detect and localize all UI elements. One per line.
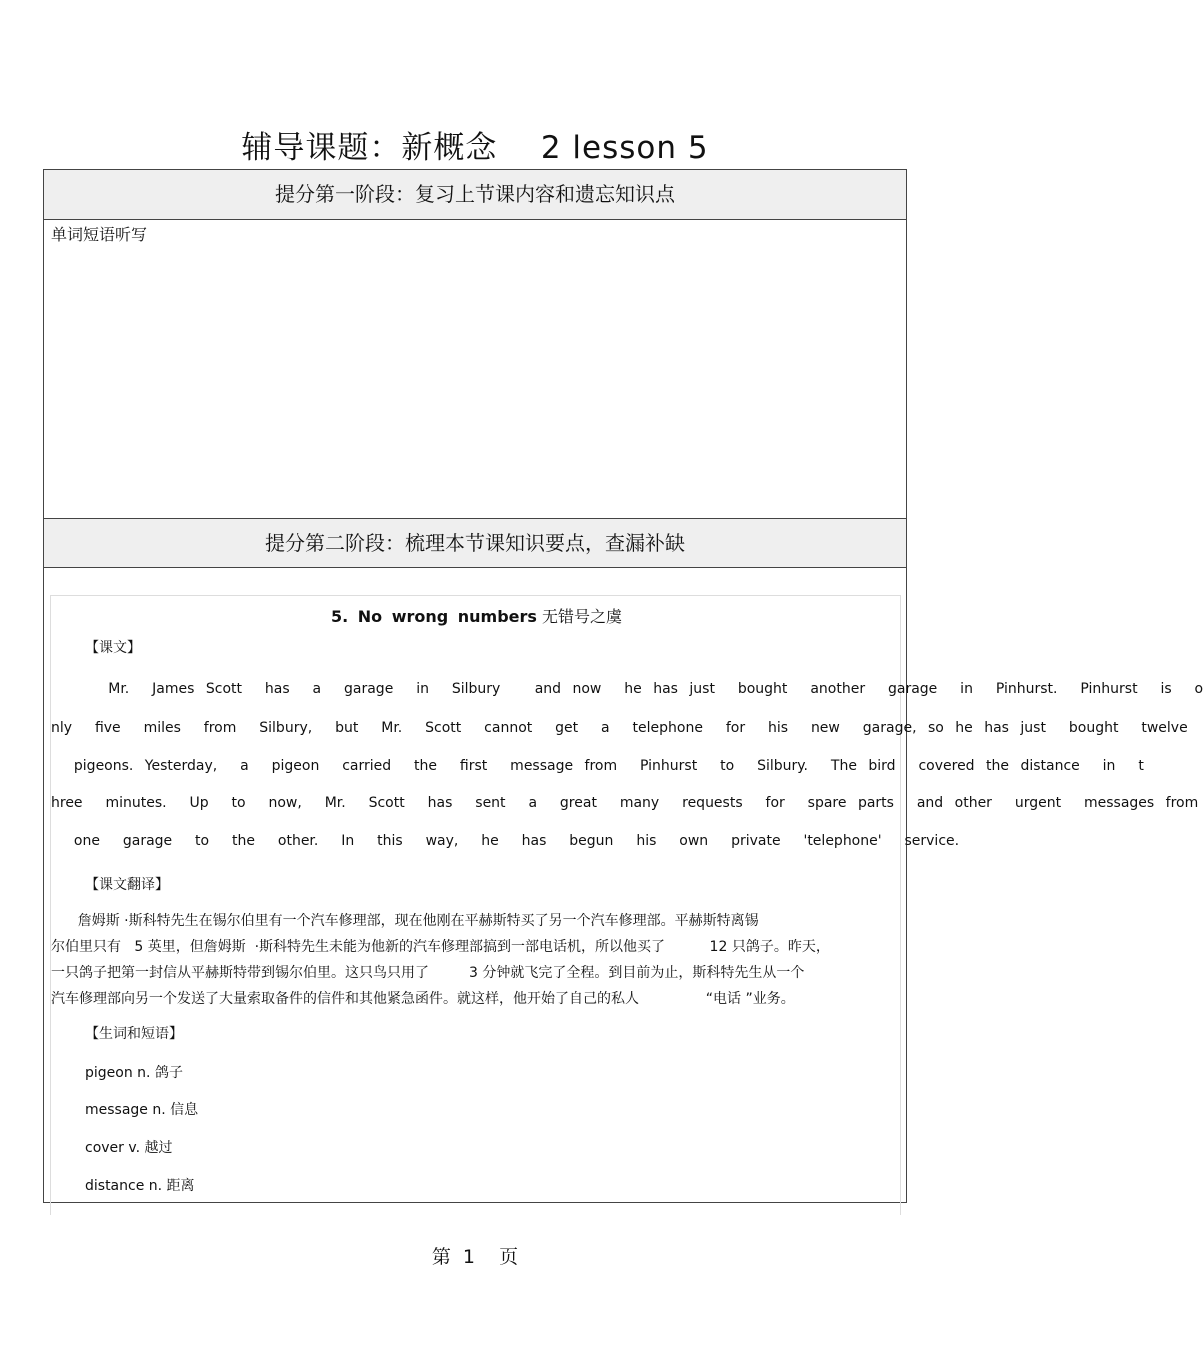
- translation-line: 尔伯里只有 5 英里，但詹姆斯 ·斯科特先生未能为他新的汽车修理部搞到一部电话机，所以他买了 12 只鸽子。昨天，: [51, 939, 830, 955]
- vocab-item: message n. 信息: [85, 1102, 199, 1118]
- vocab-item: distance n. 距离: [85, 1178, 195, 1194]
- stage1-header: 提分第一阶段：复习上节课内容和遗忘知识点: [44, 170, 906, 220]
- vocab-item: pigeon n. 鸽子: [85, 1065, 183, 1081]
- text-line: hree minutes. Up to now, Mr. Scott has sent a great many requests for spare parts and other urgent messages from: [51, 795, 1199, 811]
- translation-line: 詹姆斯 ·斯科特先生在锡尔伯里有一个汽车修理部，现在他刚在平赫斯特买了另一个汽车修理部。平赫斯特离锡: [51, 913, 759, 929]
- text-section-label: 【课文】: [85, 640, 141, 656]
- text-line: nly five miles from Silbury, but Mr. Scott cannot get a telephone for his new garage, so he has just bought twelve: [51, 720, 1188, 736]
- stage2-header: 提分第二阶段：梳理本节课知识要点，查漏补缺: [44, 518, 906, 568]
- translation-line: 汽车修理部向另一个发送了大量索取备件的信件和其他紧急函件。就这样，他开始了自己的私人 “电话 ”业务。: [51, 991, 795, 1007]
- page-number: 第 1 页: [431, 1246, 519, 1268]
- lesson-frame: [43, 169, 1203, 1203]
- translation-line: 一只鸽子把第一封信从平赫斯特带到锡尔伯里。这只鸟只用了 3 分钟就飞完了全程。到目前为止，斯科特先生从一个: [51, 965, 805, 981]
- translation-section-label: 【课文翻译】: [85, 877, 169, 893]
- dictation-label: 单词短语听写: [51, 225, 148, 244]
- vocab-section-label: 【生词和短语】: [85, 1026, 183, 1042]
- lesson-title-en: 5. No wrong numbers: [330, 607, 537, 626]
- text-line: pigeons. Yesterday, a pigeon carried the first message from Pinhurst to Silbury. The bird covered the distance in t: [51, 758, 1144, 774]
- vocab-item: cover v. 越过: [85, 1140, 173, 1156]
- page-title: 辅导课题：新概念 2 lesson 5: [241, 130, 709, 166]
- text-line: one garage to the other. In this way, he has begun his own private 'telephone' service.: [51, 833, 960, 849]
- text-line: Mr. James Scott has a garage in Silbury and now he has just bought another garage in Pinhurst. Pinhurst is o: [51, 681, 1203, 697]
- lesson-content: [50, 595, 1203, 1215]
- lesson-title-cn: 无错号之虞: [542, 607, 623, 626]
- lesson-title: [51, 604, 902, 627]
